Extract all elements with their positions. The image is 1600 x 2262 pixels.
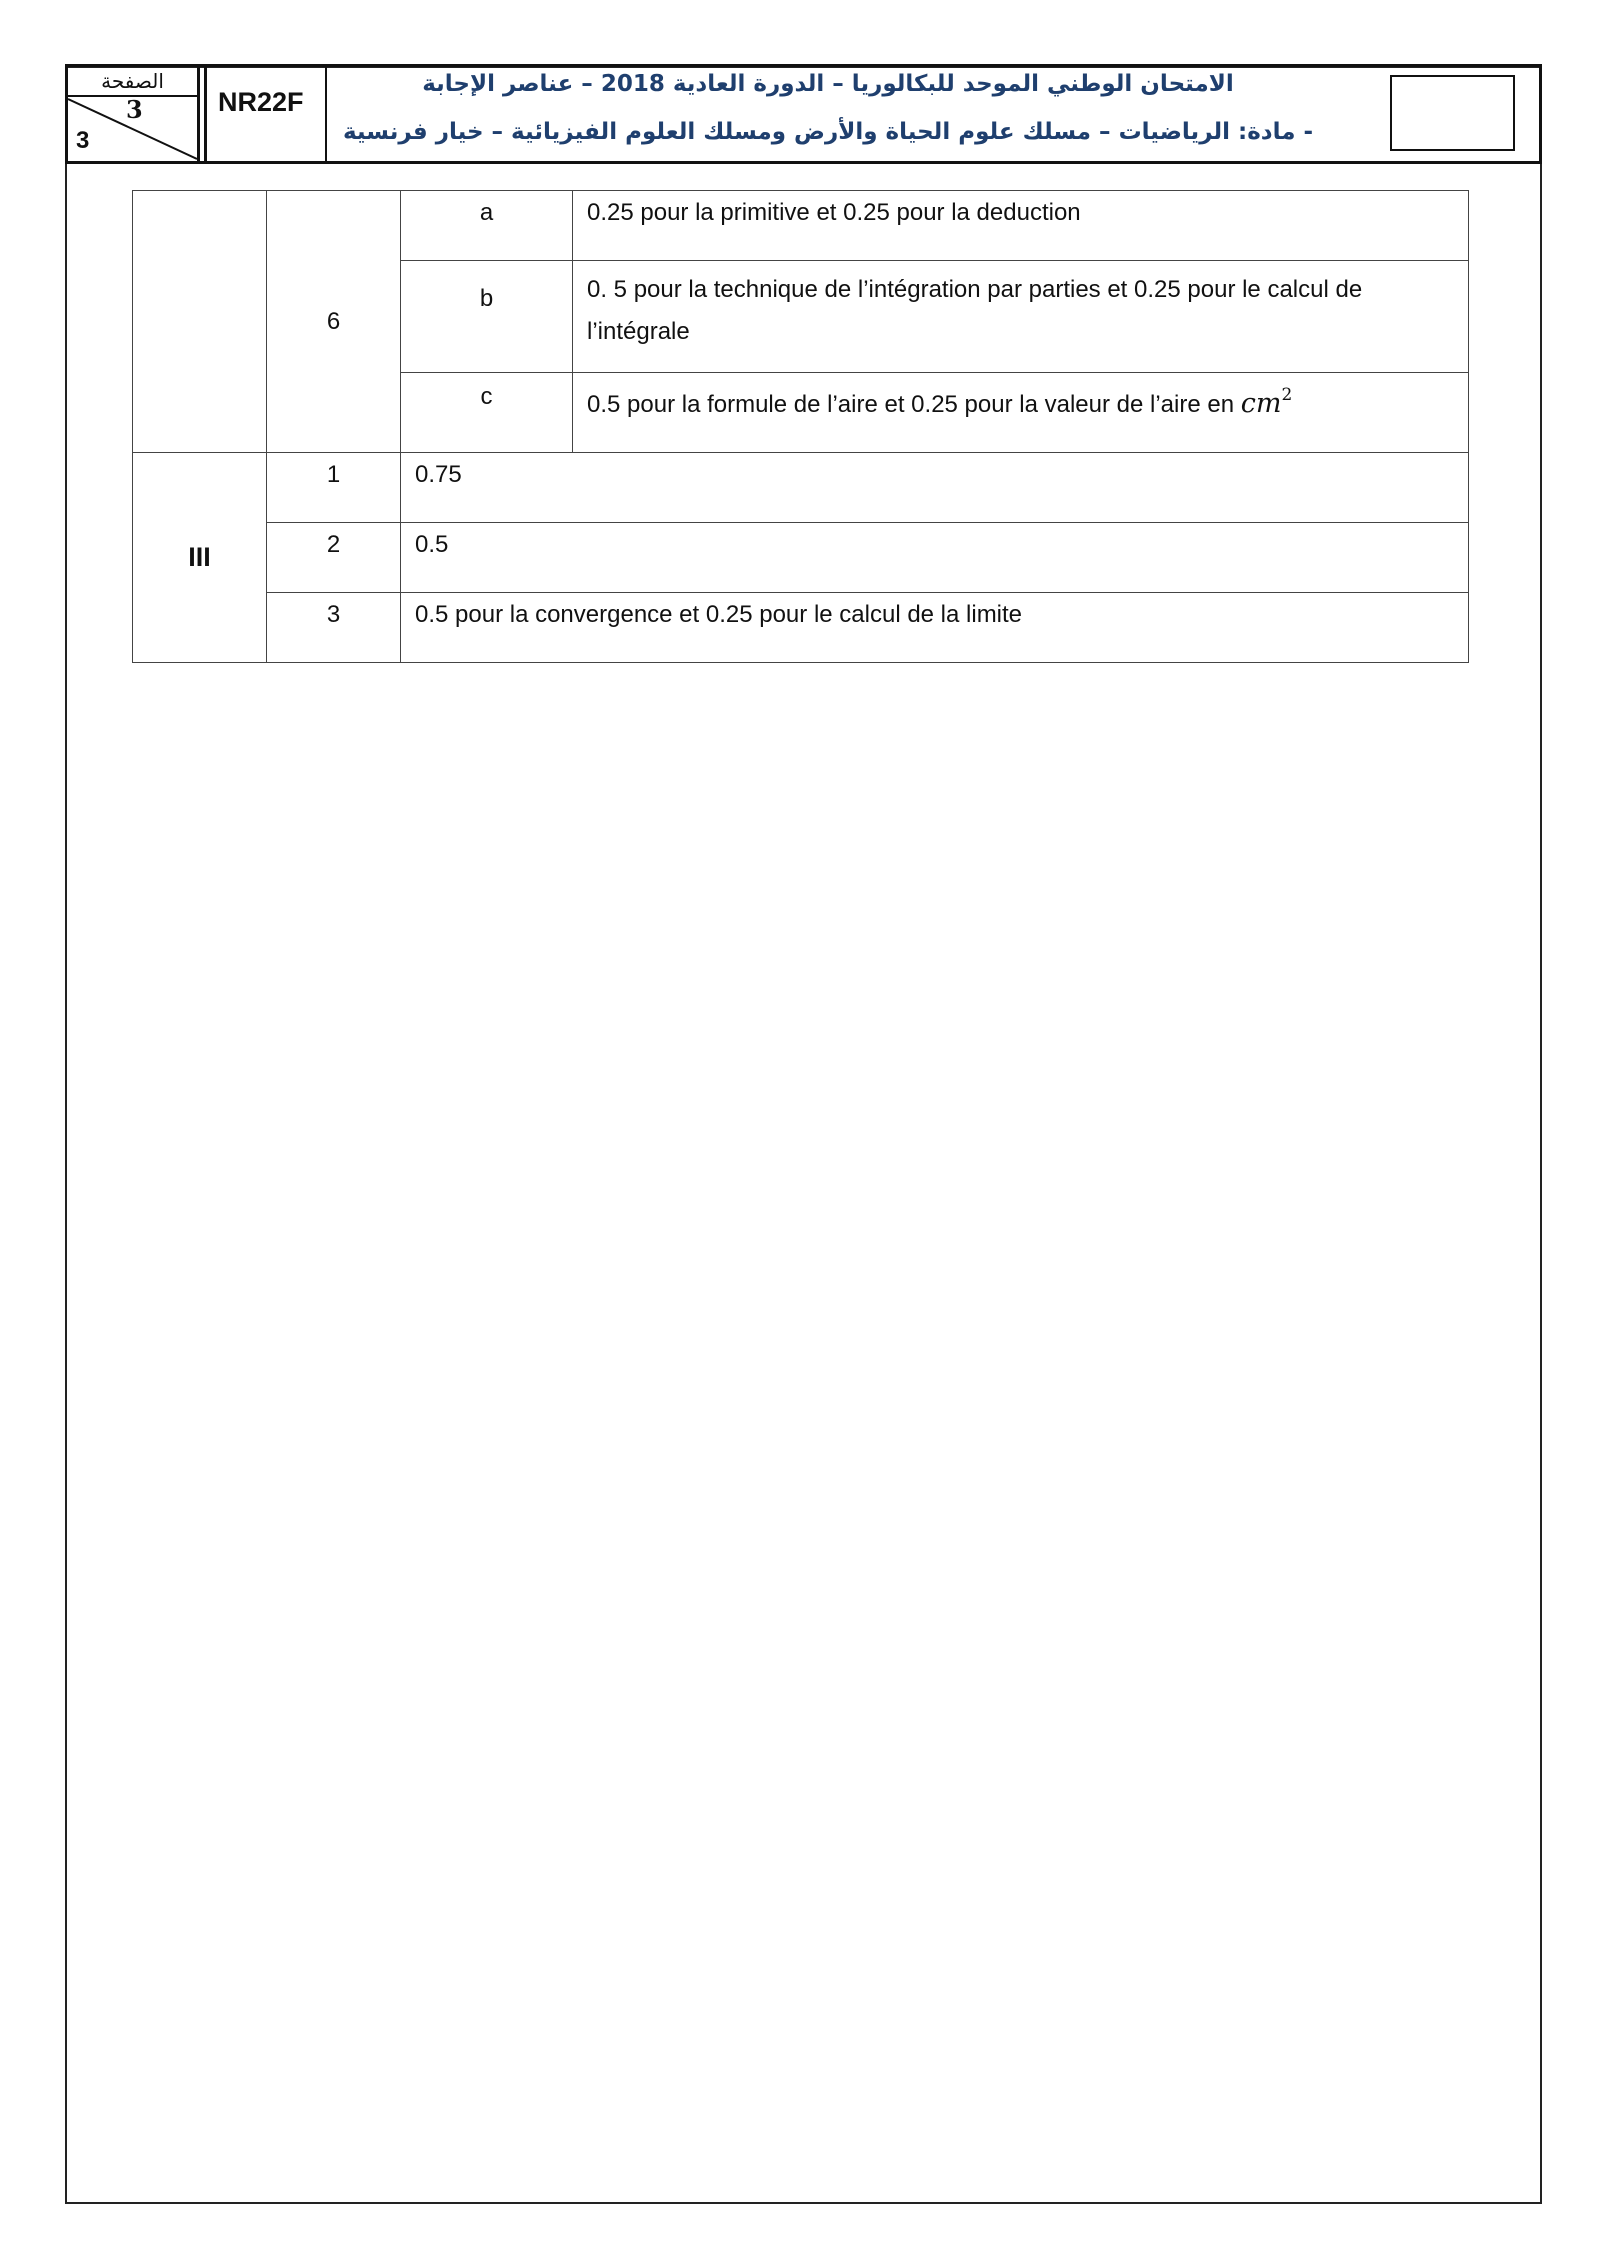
question-number-6: 6 (267, 191, 401, 453)
subquestion-a-text: 0.25 pour la primitive et 0.25 pour la deduction (573, 191, 1469, 261)
area-unit (1240, 385, 1293, 419)
question-number: 3 (267, 593, 401, 663)
table-row (133, 593, 1469, 663)
grading-table (132, 190, 1469, 663)
part-label-iii: III (133, 453, 267, 663)
exam-header (65, 64, 1542, 164)
area-unit-base: cm (1240, 388, 1282, 419)
subquestion-b-label: b (401, 261, 573, 373)
question-number: 2 (267, 523, 401, 593)
page-number-box (68, 67, 200, 161)
page-current-number: 3 (126, 95, 143, 124)
subquestion-c-text: 0.5 pour la formule de l’aire et 0.25 pour la valeur de l’aire en (587, 391, 1235, 418)
header-separator (204, 67, 208, 161)
subquestion-a-label: a (401, 191, 573, 261)
page-label: الصفحة (68, 67, 197, 97)
page-total-number: 3 (76, 127, 90, 154)
exam-code-box (211, 67, 327, 161)
area-unit-exponent: 2 (1281, 385, 1293, 405)
exam-title-line-1: الامتحان الوطني الموحد للبكالوريا – الدورة العادية 2018 – عناصر الإجابة (422, 71, 1234, 97)
question-points: 0.5 (401, 523, 1469, 593)
table-row (133, 523, 1469, 593)
question-points: 0.75 (401, 453, 1469, 523)
subquestion-c-cell (573, 373, 1469, 453)
exam-title-line-2: - مادة: الرياضيات – مسلك علوم الحياة والأرض ومسلك العلوم الفيزيائية – خيار فرنسية (342, 119, 1314, 145)
table-row (133, 453, 1469, 523)
question-number: 1 (267, 453, 401, 523)
table-row (133, 191, 1469, 261)
question-points: 0.5 pour la convergence et 0.25 pour le calcul de la limite (401, 593, 1469, 663)
subquestion-b-text: 0. 5 pour la technique de l’intégration par parties et 0.25 pour le calcul de l’intégrale (573, 261, 1469, 373)
exam-code: NR22F (218, 87, 304, 117)
subquestion-c-label: c (401, 373, 573, 453)
empty-stamp-box (1390, 75, 1515, 151)
part-cell-empty (133, 191, 267, 453)
